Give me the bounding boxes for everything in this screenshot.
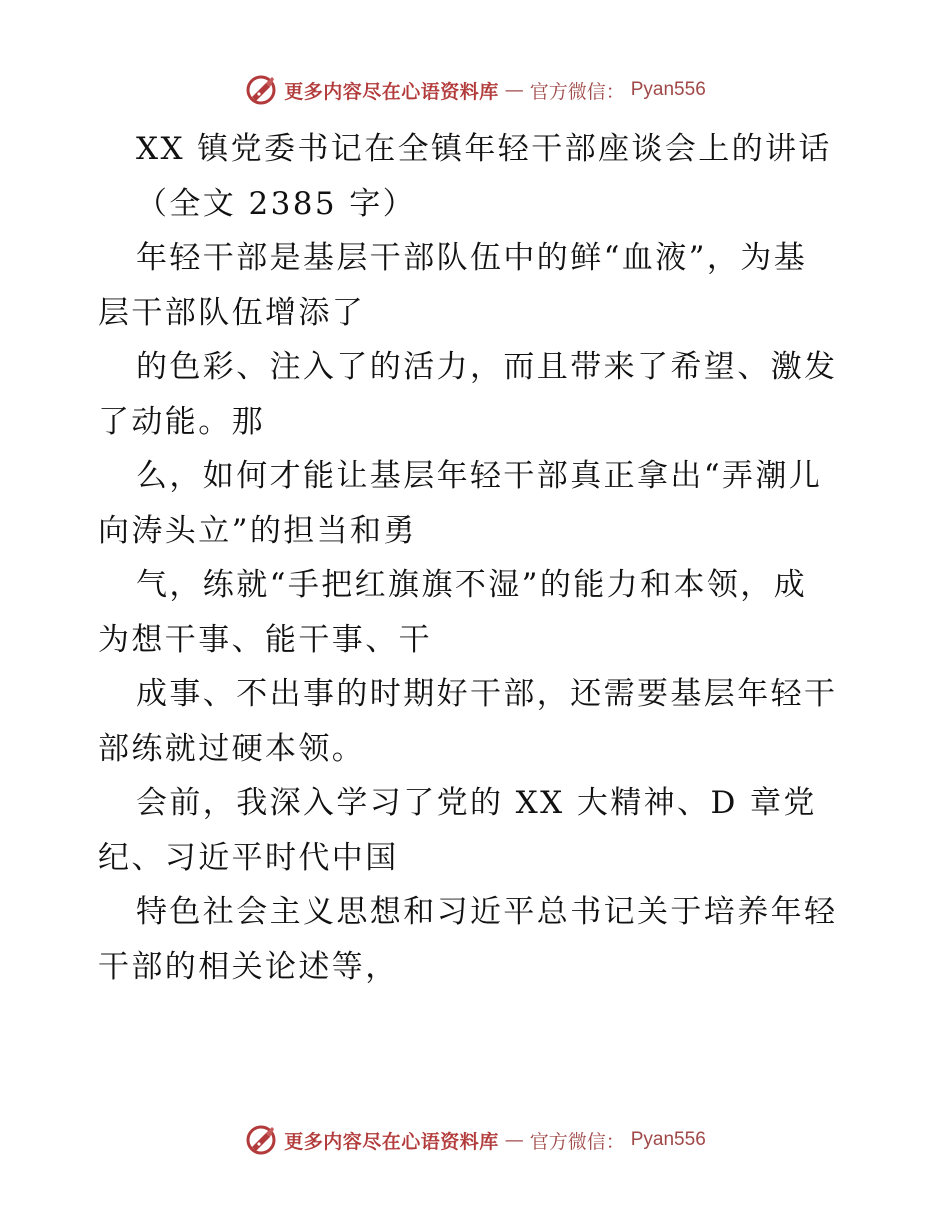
paragraph-line: 部练就过硬本领。: [98, 730, 366, 767]
paragraph-line: 纪、习近平时代中国: [98, 839, 399, 876]
paragraph-line: 向涛头立”的担当和勇: [98, 512, 417, 549]
paragraph-line: 特色社会主义思想和习近平总书记关于培养年轻: [136, 894, 838, 930]
pen-nib-logo-icon: [244, 73, 278, 107]
paragraph-line: 年轻干部是基层干部队伍中的鲜“血液”，为基: [136, 240, 808, 276]
header-dash: —: [504, 79, 524, 101]
paragraph-line: 的色彩、注入了的活力，而且带来了希望、激发: [136, 349, 838, 385]
paragraph-line: 么，如何才能让基层年轻干部真正拿出“弄潮儿: [136, 458, 823, 494]
footer-wechat-label: 官方微信：: [529, 1130, 625, 1153]
header-site-text: 更多内容尽在心语资料库: [284, 80, 499, 103]
footer-site-text: 更多内容尽在心语资料库: [284, 1130, 499, 1153]
footer-banner: [0, 1120, 950, 1160]
header-banner: [0, 70, 950, 110]
paragraph-line: 干部的相关论述等，: [98, 948, 399, 985]
paragraph-line: 为想干事、能干事、干: [98, 621, 432, 658]
footer-wechat-handle: Pyan556: [630, 1129, 706, 1150]
paragraph-line: 层干部队伍增添了: [98, 294, 366, 331]
pen-nib-logo-icon: [244, 1123, 278, 1157]
footer-banner-inner: [244, 1123, 706, 1157]
paragraph-line: 成事、不出事的时期好干部，还需要基层年轻干: [136, 676, 838, 712]
paragraph-line: 气，练就“手把红旗旗不湿”的能力和本领，成: [136, 567, 808, 603]
header-wechat-label: 官方微信：: [529, 80, 625, 103]
document-subtitle: （全文 2385 字）: [136, 185, 416, 222]
document-body: [98, 122, 858, 994]
document-title: XX 镇党委书记在全镇年轻干部座谈会上的讲话: [136, 131, 832, 167]
paragraph-line: 会前，我深入学习了党的 XX 大精神、D 章党: [136, 785, 817, 821]
header-banner-inner: [244, 73, 706, 107]
header-wechat-handle: Pyan556: [630, 79, 706, 100]
footer-dash: —: [504, 1129, 524, 1151]
paragraph-line: 了动能。那: [98, 403, 265, 440]
